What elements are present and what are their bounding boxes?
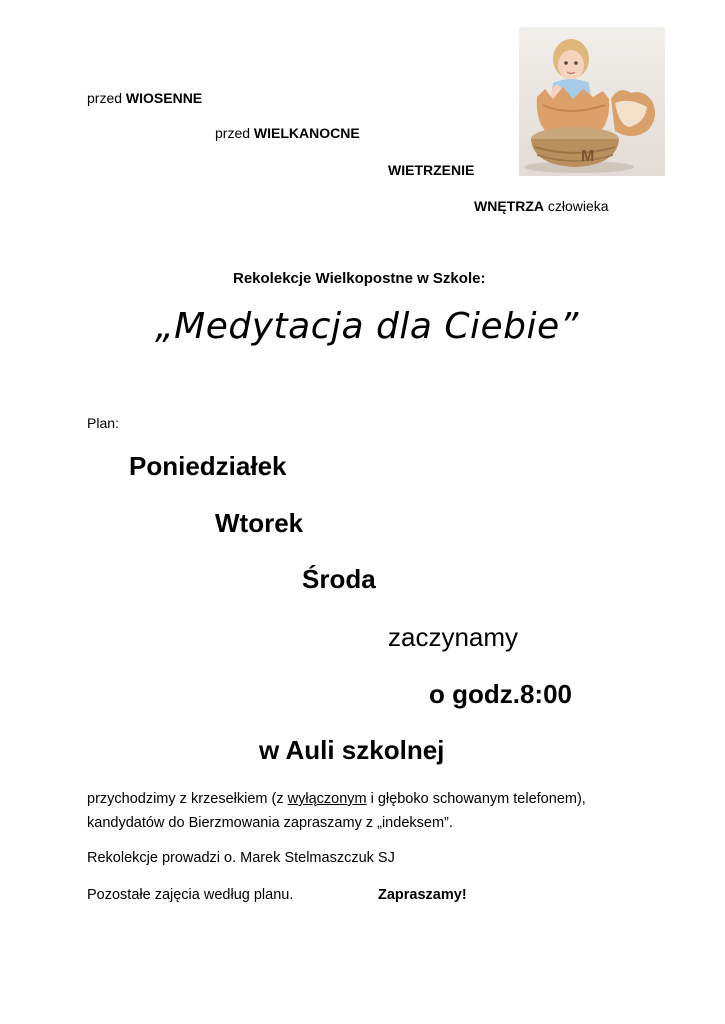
- time-text: o godz.8:00: [429, 679, 573, 709]
- paragraph-leader: Rekolekcje prowadzi o. Marek Stelmaszczuk SJ: [87, 850, 395, 866]
- paragraph-instructions-part2: i głęboko schowanym telefonem), kandydatów do Bierzmowania zapraszamy z „indeksem”.: [87, 791, 586, 831]
- intro-line-3-bold: WIETRZENIE: [388, 162, 475, 178]
- paragraph-instructions-underlined: wyłączonym: [287, 791, 367, 807]
- intro-line-2-bold: WIELKANOCNE: [253, 125, 360, 141]
- day-wednesday: Środa: [302, 564, 376, 594]
- intro-line-1-bold: WIOSENNE: [125, 90, 203, 106]
- start-text: zaczynamy: [388, 622, 519, 652]
- bowl-letter: M: [581, 148, 595, 165]
- day-tuesday: Wtorek: [215, 508, 304, 538]
- intro-line-4: [474, 197, 609, 215]
- paragraph-closing-text: Pozostałe zajęcia według planu.: [87, 887, 294, 903]
- intro-line-2-prefix: przed: [215, 125, 254, 141]
- plan-label: Plan:: [87, 415, 119, 431]
- intro-line-4-bold: WNĘTRZA: [474, 198, 544, 214]
- intro-line-4-suffix: człowieka: [544, 198, 609, 214]
- paragraph-instructions: [87, 787, 607, 835]
- paragraph-instructions-part1: przychodzimy z krzesełkiem (z: [87, 791, 288, 807]
- place-text: w Auli szkolnej: [259, 735, 445, 765]
- child-in-eggshell-photo: [519, 27, 665, 176]
- paragraph-closing: [87, 883, 607, 907]
- page-title: „Medytacja dla Ciebie”: [155, 306, 579, 347]
- intro-line-3: [388, 161, 474, 179]
- subtitle: Rekolekcje Wielkopostne w Szkole:: [233, 270, 486, 287]
- intro-line-1: [87, 89, 202, 107]
- day-monday: Poniedziałek: [129, 451, 287, 481]
- invite-text: Zapraszamy!: [378, 887, 467, 903]
- intro-line-1-prefix: przed: [87, 90, 126, 106]
- intro-line-2: [215, 124, 360, 142]
